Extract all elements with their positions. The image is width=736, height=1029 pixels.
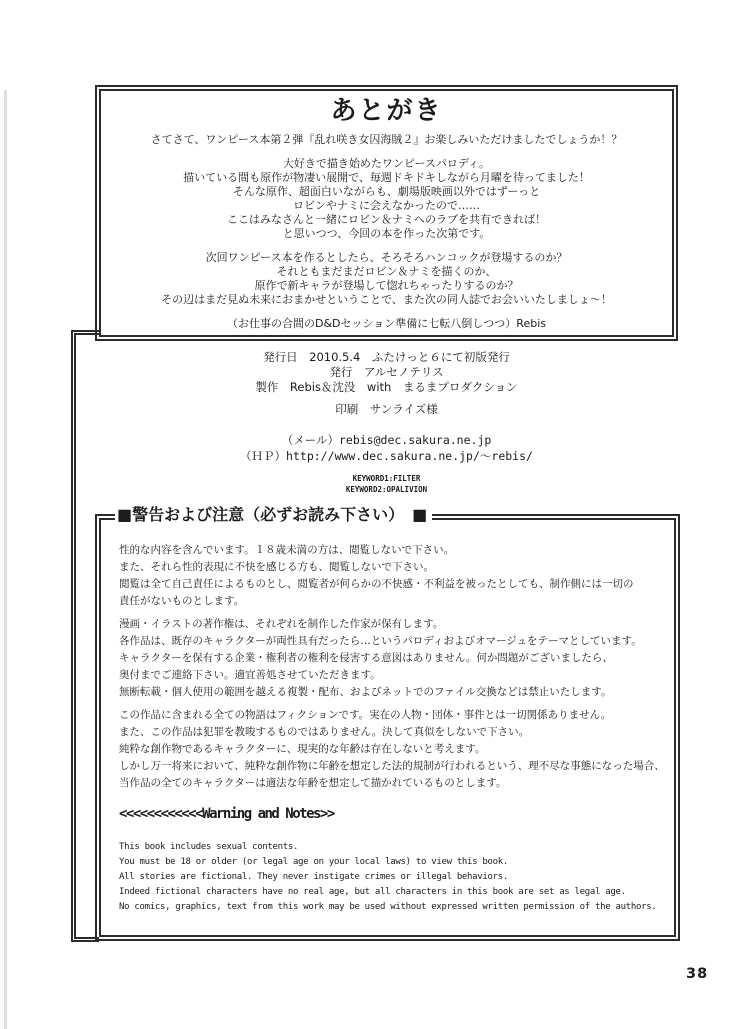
afterword-line: さてさて、ワンピース本第２弾『乱れ咲き女囚海賊２』お楽しみいただけましたでしょうか！？ <box>150 133 623 146</box>
keywords-section <box>95 474 678 495</box>
afterword-line: ここはみなさんと一緒にロビン＆ナミへのラブを共有できれば！ <box>227 213 546 226</box>
keyword-line: KEYWORD2:OPALIVION <box>345 484 428 494</box>
afterword-section <box>95 85 678 341</box>
warning-en-line: You must be 18 or older (or legal age on your local laws) to view this book. <box>119 857 509 867</box>
colophon-line: 製作 Rebis＆沈没 with まるまプロダクション <box>255 380 518 394</box>
afterword-line: そんな原作、超面白いながらも、劇場版映画以外ではずーっと <box>232 185 541 198</box>
afterword-line <box>101 147 672 157</box>
warning-jp-line: 奥付までご連絡下さい。適宜善処させていただきます。 <box>119 669 381 681</box>
afterword-line <box>101 241 672 251</box>
warning-jp-line: 責任がないものとします。 <box>119 595 245 607</box>
warning-jp-line: 無断転載・個人使用の範囲を越える複製・配布、およびネットでのファイル交換などは禁止いたします。 <box>119 686 612 698</box>
colophon-line: 印刷 サンライズ様 <box>335 402 438 416</box>
warning-jp-line: この作品に含まれる全ての物語はフィクションです。実在の人物・団体・事件とは一切関係ありません。 <box>119 709 612 721</box>
warning-section <box>95 505 680 941</box>
warning-jp-line: 純粋な創作物であるキャラクターに、現実的な年齢は存在しないと考えます。 <box>119 743 486 755</box>
afterword-line: と思いつつ、今回の本を作った次第です。 <box>282 227 491 240</box>
warning-header: ■警告および注意（必ずお読み下さい） ■ <box>115 505 432 525</box>
afterword-title: あとがき <box>330 96 443 126</box>
colophon-line: 発行日 2010.5.4 ふたけっと６にて初版発行 <box>263 350 510 364</box>
warning-body <box>101 520 674 915</box>
colophon-section <box>95 350 678 417</box>
warning-jp-line: また、それら性的表現に不快を感じる方も、閲覧しないで下さい。 <box>119 561 434 573</box>
afterword-line: ロビンやナミに会えなかったので…… <box>293 199 480 212</box>
afterword-line: 原作で新キャラが登場して惚れちゃったりするのか？ <box>254 279 519 292</box>
contact-email: （メール）rebis@dec.sakura.ne.jp <box>281 433 492 447</box>
afterword-line: それともまだまだロビン＆ナミを描くのか、 <box>276 265 497 278</box>
scan-edge-artifact <box>4 90 7 1029</box>
colophon-line: 発行 アルセノテリス <box>329 365 444 379</box>
warning-jp-line: また、この作品は犯罪を教唆するものではありません。決して真似をしないで下さい。 <box>119 726 530 738</box>
warning-jp-line: 漫画・イラストの著作権は、それぞれを制作した作家が保有します。 <box>119 618 444 630</box>
warning-jp-line: しかし万一将来において、純粋な創作物に年齢を想定した法的規制が行われるという、理不尽な事態になった場合、 <box>119 760 665 772</box>
warning-en-line: Indeed fictional characters have no real age, but all characters in this book are set as legal age. <box>119 887 626 897</box>
warning-jp-line: キャラクターを保有する企業・権利者の権利を侵害する意図はありません。何か問題がございましたら、 <box>119 652 613 664</box>
keyword-line: KEYWORD1:FILTER <box>352 474 421 483</box>
colophon-line <box>95 395 678 402</box>
afterword-line: その辺はまだ見ぬ未来におまかせということで、また次の同人誌でお会いいたしましょ～！ <box>161 293 612 306</box>
page-number: 38 <box>686 966 709 982</box>
warning-jp-line: 当作品の全てのキャラクターは適法な年齢を想定して描かれているものとします。 <box>119 777 507 789</box>
afterword-line: 大好きで描き始めたワンピースパロディ。 <box>282 157 491 170</box>
afterword-line: 描いている間も原作が物凄い展開で、毎週ドキドキしながら月曜を待ってました！ <box>183 171 590 184</box>
warning-jp-line: 性的な内容を含んでいます。１８歳未満の方は、閲覧しないで下さい。 <box>119 544 455 556</box>
afterword-line: 次回ワンピース本を作るとしたら、そろそろハンコックが登場するのか？ <box>205 251 568 264</box>
contact-section <box>95 433 678 464</box>
warning-en-title: <<<<<<<<<<<<Warning and Notes>> <box>119 806 334 822</box>
afterword-line: （お仕事の合間のD&Dセッション準備に七転八倒しつつ）Rebis <box>227 317 546 330</box>
contact-homepage: （ＨＰ）http://www.dec.sakura.ne.jp/～rebis/ <box>240 448 533 463</box>
warning-jp-line: 閲覧は全て自己責任によるものとし、閲覧者が何らかの不快感・不利益を被ったとしても、制作側には一切の <box>119 578 634 590</box>
afterword-line <box>101 307 672 317</box>
warning-en-line: All stories are fictional. They never instigate crimes or illegal behaviors. <box>119 872 509 882</box>
warning-en-line: No comics, graphics, text from this work may be used without expressed written permission of the authors. <box>119 902 657 912</box>
warning-en-line: This book includes sexual contents. <box>119 842 299 852</box>
warning-jp-line: 各作品は、既存のキャラクターが両性具有だったら…というパロディおよびオマージュをテーマとしています。 <box>119 635 642 647</box>
